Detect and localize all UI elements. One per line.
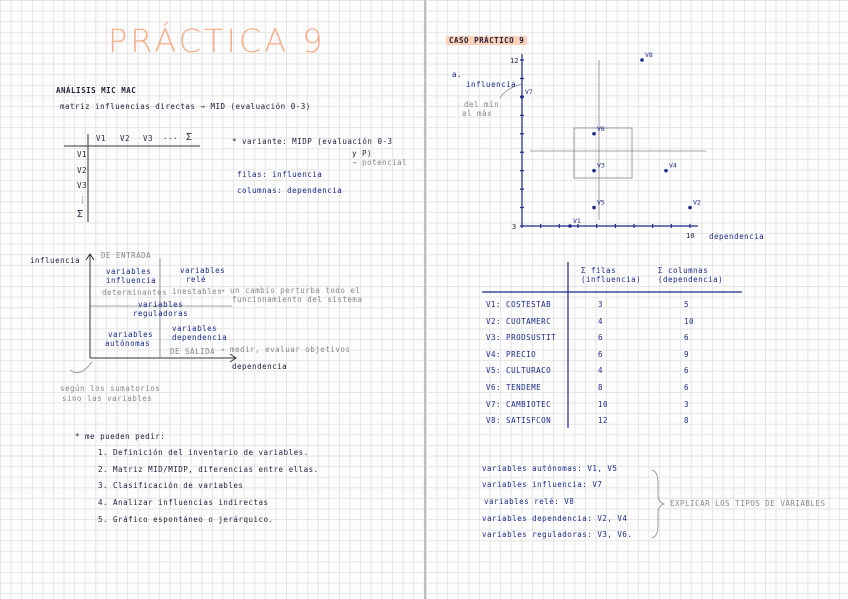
table-cell-dependencia: 6 — [684, 366, 690, 376]
matrix-row-header: ⋮ — [79, 195, 87, 204]
matrix-col-header: V1 — [96, 134, 107, 143]
salida-note: → medir, evaluar objetivos — [220, 345, 351, 354]
table-row-variable: V8: SATISFCON — [486, 416, 552, 426]
table-cell-influencia: 12 — [598, 416, 609, 426]
matrix-row-header-sum: Σ — [77, 209, 84, 220]
point-label-v7: V7 — [525, 87, 533, 96]
filas-note: filas: influencia — [237, 170, 323, 179]
quadrant-axis-y: influencia — [30, 256, 81, 265]
page-title: PRÁCTICA 9 — [108, 22, 326, 60]
table-row-variable: V2: CUOTAMERC — [486, 316, 552, 326]
table-cell-dependencia: 6 — [684, 383, 690, 392]
matrix-row-header: V1 — [77, 150, 88, 159]
q2-note-line1: → un cambio perturba todo el — [220, 286, 361, 295]
matrix-row-header: V3 — [77, 181, 88, 190]
type-line: variables relé: V8 — [484, 497, 575, 506]
q2-line2: relé — [186, 275, 207, 284]
x-tick-label-10: 10 — [686, 232, 695, 240]
point-label-v5: V5 — [597, 198, 605, 207]
bottom-note-line1: según los sumatorios — [60, 384, 161, 393]
q3-line2: autónomas — [105, 339, 151, 348]
table-col1-line1: Σ filas — [581, 266, 617, 275]
case-title: CASO PRÁCTICO 9 — [446, 36, 527, 45]
table-row-variable: V5: CULTURACO — [486, 366, 552, 376]
table-col2-line2: (dependencia) — [658, 275, 724, 284]
q1-line1: variables — [106, 267, 152, 276]
chart-ylabel: influencia — [466, 80, 517, 89]
de-salida-label: DE SALIDA — [170, 347, 216, 356]
table-cell-influencia: 6 — [598, 333, 604, 343]
chart-ylabel-note-line2: al máx — [462, 109, 493, 118]
chart-xlabel: dependencia — [709, 232, 765, 241]
pueden-item: 4. Analizar influencias indirectas — [98, 498, 269, 507]
types-note: EXPLICAR LOS TIPOS DE VARIABLES — [670, 499, 826, 508]
type-line: variables reguladoras: V3, V6. — [482, 530, 633, 539]
pueden-item: 1. Definición del inventario de variables. — [98, 448, 309, 457]
matrix-col-header-sum: Σ — [186, 132, 193, 143]
point-label-v6: V6 — [597, 124, 605, 133]
table-cell-dependencia: 3 — [684, 399, 690, 409]
table-col1-line2: (influencia) — [581, 275, 642, 284]
table-cell-influencia: 4 — [598, 366, 604, 376]
pueden-title: * me pueden pedir: — [75, 432, 166, 441]
table-cell-dependencia: 10 — [684, 316, 695, 326]
matrix-col-header: V2 — [120, 134, 131, 143]
center-line1: variables — [138, 300, 184, 309]
potencial-note: → potencial — [352, 158, 408, 167]
pueden-item: 2. Matriz MID/MIDP, diferencias entre ellas. — [98, 465, 319, 474]
pueden-item: 3. Clasificación de variables — [98, 481, 244, 490]
matrix-row-header: V2 — [77, 166, 88, 175]
table-row-variable: V4: PRECIO — [486, 349, 537, 359]
table-cell-influencia: 4 — [598, 316, 604, 326]
table-row-variable: V6: TENDEME — [486, 383, 542, 392]
q2-line1: variables — [180, 266, 226, 275]
type-line: variables autónomas: V1, V5 — [482, 464, 618, 473]
type-line: variables influencia: V7 — [482, 480, 603, 489]
x-tick-label-3: 3 — [512, 223, 517, 231]
table-row-variable: V3: PRODSUSTIT — [486, 333, 557, 343]
q2-sub: inestables — [172, 287, 223, 296]
q2-note-line2: funcionamiento del sistema — [232, 295, 363, 304]
y-tick-label-12: 12 — [510, 57, 519, 65]
q1-line2: influencia — [106, 276, 157, 285]
chart-ylabel-note-line1: del mín — [464, 100, 500, 109]
table-cell-dependencia: 6 — [684, 333, 690, 343]
point-label-v8: V8 — [645, 51, 653, 59]
table-cell-influencia: 8 — [598, 383, 604, 392]
section-title: ANÁLISIS MIC MAC — [56, 86, 137, 95]
table-cell-influencia: 3 — [598, 300, 604, 309]
right-notebook-page — [424, 0, 848, 599]
matrix-col-header: ... — [163, 132, 179, 141]
table-col2-line1: Σ columnas — [658, 266, 709, 275]
quadrant-axis-x: dependencia — [232, 362, 288, 371]
matrix-col-header: V3 — [143, 134, 154, 143]
table-cell-dependencia: 5 — [684, 300, 690, 309]
q1-sub: determinantes — [102, 288, 168, 297]
item-label: a. — [452, 70, 463, 79]
variant-note-p: y P) — [352, 149, 373, 158]
bottom-note-line2: sino las variables — [62, 394, 153, 403]
matrix-description: matriz influencias directas → MID (evaluación 0-3) — [60, 102, 311, 111]
point-label-v4: V4 — [669, 161, 677, 170]
table-cell-influencia: 10 — [598, 399, 609, 409]
q4-line2: dependencia — [172, 333, 228, 342]
q3-line1: variables — [108, 330, 154, 339]
center-line2: reguladoras — [133, 309, 189, 318]
point-label-v3: V3 — [597, 161, 605, 170]
table-cell-dependencia: 8 — [684, 416, 690, 426]
types-brace — [426, 0, 848, 599]
point-label-v1: V1 — [573, 217, 581, 225]
columnas-note: columnas: dependencia — [237, 186, 343, 195]
table-cell-dependencia: 9 — [684, 349, 690, 359]
de-entrada-label: DE ENTRADA — [101, 251, 152, 260]
table-row-variable: V7: CAMBIOTEC — [486, 399, 552, 409]
type-line: variables dependencia: V2, V4 — [482, 514, 628, 523]
table-cell-influencia: 6 — [598, 349, 604, 359]
variant-note: * variante: MIDP (evaluación 0-3 — [232, 137, 393, 146]
table-row-variable: V1: COSTESTAB — [486, 300, 552, 309]
pueden-item: 5. Gráfico espontáneo o jerárquico. — [98, 515, 274, 524]
q4-line1: variables — [172, 324, 218, 333]
point-label-v2: V2 — [693, 198, 701, 207]
